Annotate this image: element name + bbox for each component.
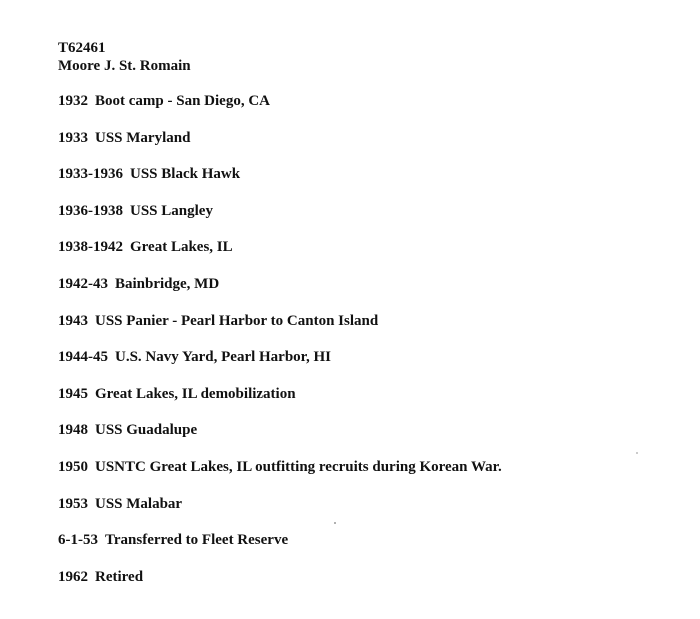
entry-text: Retired [95,568,144,585]
entry-text: Great Lakes, IL demobilization [95,385,296,402]
service-entry [58,312,502,349]
entry-text: USS Black Hawk [130,166,241,183]
scan-speck [334,522,336,524]
service-entry [58,495,502,532]
scan-speck [636,452,638,454]
service-entry [58,165,502,202]
entry-year: 1962 [58,568,88,585]
service-entry [58,348,502,385]
service-entry [58,568,502,605]
entry-text: USNTC Great Lakes, IL outfitting recruits during Korean War. [95,458,502,475]
record-id: T62461 [58,40,106,56]
service-entry [58,129,502,166]
entry-year: 1933 [58,129,88,146]
entry-year: 1933-1936 [58,166,123,183]
entry-text: Boot camp - San Diego, CA [95,93,270,109]
record-name: Moore J. St. Romain [58,58,191,74]
entry-year: 1944-45 [58,349,108,366]
entry-text: Bainbridge, MD [115,275,220,292]
service-entry [58,202,502,239]
service-entry [58,385,502,422]
entry-text: U.S. Navy Yard, Pearl Harbor, HI [115,349,331,366]
entry-text: USS Langley [130,202,213,219]
entry-year: 1938-1942 [58,239,123,256]
record-header [58,39,191,75]
entry-text: USS Malabar [95,495,183,512]
entry-year: 1945 [58,385,88,402]
entry-year: 1950 [58,458,88,475]
entry-year: 6-1-53 [58,532,98,549]
entry-text: USS Maryland [95,129,191,146]
entry-year: 1953 [58,495,88,512]
entry-year: 1943 [58,312,88,329]
entry-text: USS Panier - Pearl Harbor to Canton Island [95,312,379,329]
entry-text: Transferred to Fleet Reserve [105,532,289,549]
entry-year: 1948 [58,422,88,439]
service-entry [58,531,502,568]
entry-text: Great Lakes, IL [130,239,233,256]
entry-year: 1936-1938 [58,202,123,219]
entry-year: 1932 [58,93,88,109]
service-history-list [58,92,502,604]
entry-text: USS Guadalupe [95,422,198,439]
service-entry [58,92,502,129]
entry-year: 1942-43 [58,275,108,292]
service-entry [58,421,502,458]
service-entry [58,458,502,495]
service-entry [58,238,502,275]
service-entry [58,275,502,312]
